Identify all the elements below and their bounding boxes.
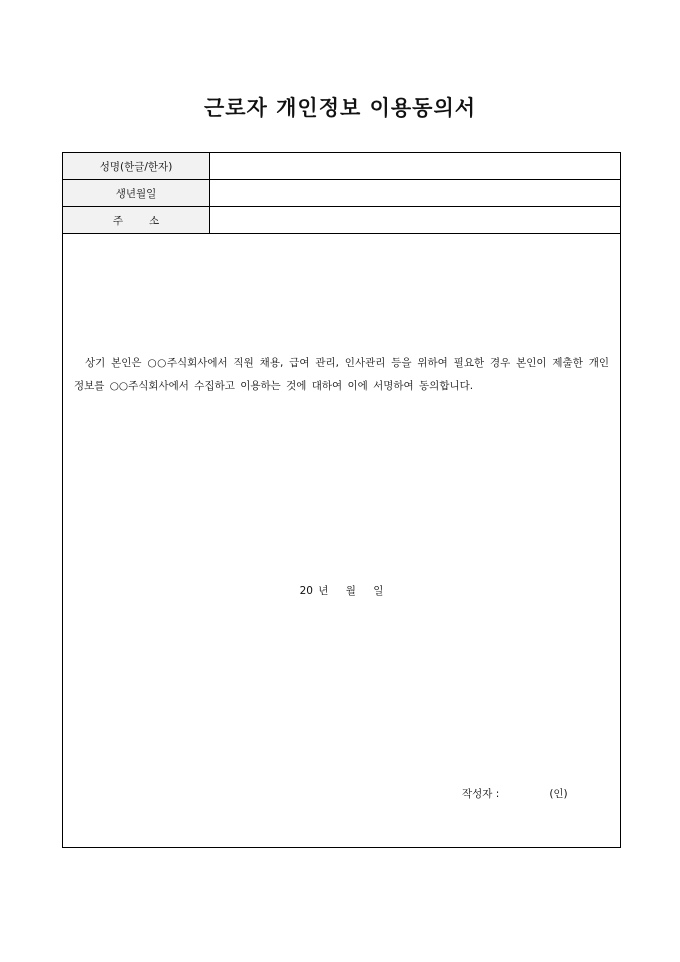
address-label-part2: 소 bbox=[149, 214, 160, 227]
consent-form bbox=[62, 152, 621, 848]
address-label bbox=[63, 207, 210, 234]
date-year-unit: 년 bbox=[318, 585, 329, 597]
document-title: 근로자 개인정보 이용동의서 bbox=[203, 96, 477, 120]
date-month-unit: 월 bbox=[345, 585, 356, 597]
consent-statement: 상기 본인은 ○○주식회사에서 직원 채용, 급여 관리, 인사관리 등을 위하여 필요한 경우 본인이 제출한 개인정보를 ○○주식회사에서 수집하고 이용하는 것에 대하여 이에 서명하여 동의합니다. bbox=[74, 357, 609, 392]
address-row bbox=[63, 207, 620, 234]
birthdate-label: 생년월일 bbox=[63, 180, 210, 207]
date-day-unit: 일 bbox=[373, 585, 384, 597]
personal-info-table bbox=[63, 153, 620, 234]
signature-line bbox=[462, 786, 568, 801]
name-field[interactable] bbox=[210, 153, 621, 180]
address-field[interactable] bbox=[210, 207, 621, 234]
date-year-prefix: 20 bbox=[299, 585, 313, 597]
name-label: 성명(한글/한자) bbox=[63, 153, 210, 180]
signer-label: 작성자 : bbox=[462, 788, 500, 800]
birthdate-row bbox=[63, 180, 620, 207]
birthdate-field[interactable] bbox=[210, 180, 621, 207]
name-row bbox=[63, 153, 620, 180]
seal-mark: (인) bbox=[549, 788, 568, 800]
date-line bbox=[63, 583, 620, 598]
address-label-part1: 주 bbox=[112, 214, 123, 227]
